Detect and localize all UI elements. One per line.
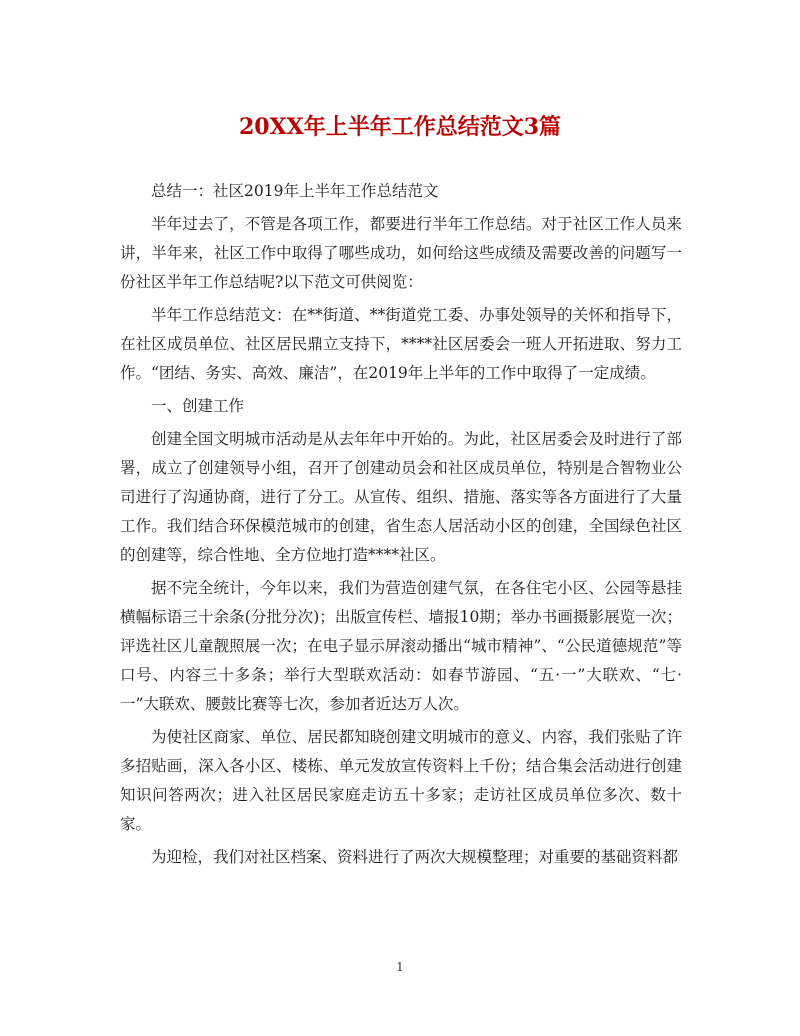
document-body (120, 177, 682, 876)
section-heading-creation-work: 一、创建工作 (151, 397, 245, 415)
paragraph-civilized-city: 创建全国文明城市活动是从去年年中开始的。为此，社区居委会及时进行了部署，成立了创建领导小组，召开了创建动员会和社区成员单位，特别是合智物业公司进行了沟通协商，进行了分工。从宣传、组织、措施、落实等各方面进行了大量工作。我们结合环保模范城市的创建，省生态人居活动小区的创建，全国绿色社区的创建等，综合性地、全方位地打造****社区。 (120, 430, 682, 564)
paragraph-inspection: 为迎检，我们对社区档案、资料进行了两次大规模整理；对重要的基础资料都 (151, 848, 679, 866)
document-title: 20XX年上半年工作总结范文3篇 (238, 114, 562, 140)
paragraph-summary-heading: 总结一：社区2019年上半年工作总结范文 (151, 182, 439, 200)
paragraph-awareness: 为使社区商家、单位、居民都知晓创建文明城市的意义、内容，我们张贴了许多招贴画，深入各小区、楼栋、单元发放宣传资料上千份；结合集会活动进行创建知识问答两次；进入社区居民家庭走访五十多家；走访社区成员单位多次、数十家。 (120, 728, 682, 833)
paragraph-sample-text: 半年工作总结范文：在**街道、**街道党工委、办事处领导的关怀和指导下，在社区成员单位、社区居民鼎立支持下，****社区居委会一班人开拓进取、努力工作。“团结、务实、高效、廉洁”，在2019年上半年的工作中取得了一定成绩。 (120, 306, 682, 382)
paragraph-statistics: 据不完全统计，今年以来，我们为营造创建气氛，在各住宅小区、公园等悬挂横幅标语三十余条(分批分次)；出版宣传栏、墙报10期；举办书画摄影展览一次；评选社区儿童靓照展一次；在电子显示屏滚动播出“城市精神”、“公民道德规范”等口号、内容三十多条；举行大型联欢活动：如春节游园、“五·一”大联欢、“七·一”大联欢、腰鼓比赛等七次，参加者近达万人次。 (120, 579, 682, 713)
paragraph-intro: 半年过去了，不管是各项工作，都要进行半年工作总结。对于社区工作人员来讲，半年来，社区工作中取得了哪些成功，如何给这些成绩及需要改善的问题写一份社区半年工作总结呢?以下范文可供阅览： (120, 215, 682, 291)
page-number: 1 (396, 960, 404, 974)
